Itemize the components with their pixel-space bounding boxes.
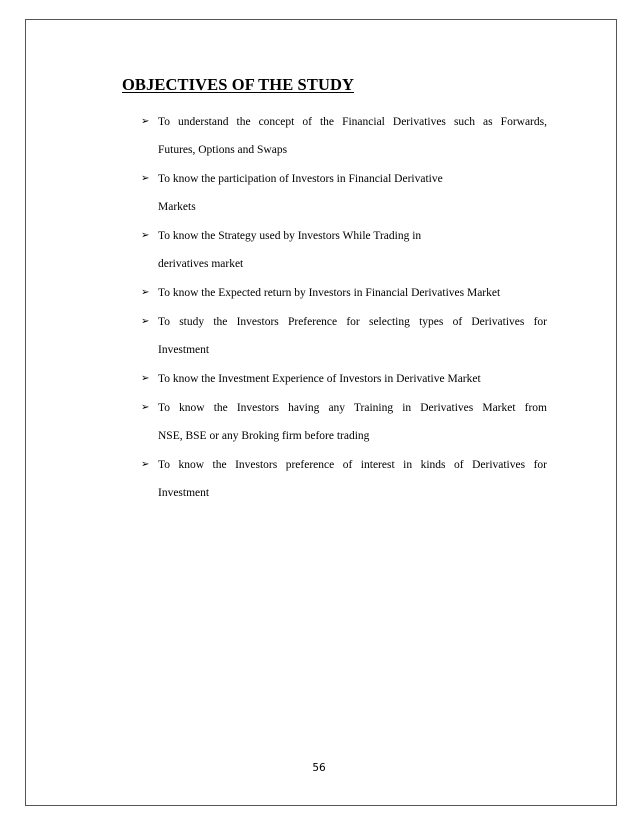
objective-line: derivatives market	[158, 258, 244, 270]
objective-line: To know the Strategy used by Investors While Trading in	[158, 230, 422, 242]
objective-line: Markets	[158, 201, 196, 213]
objective-line: To know the Investors preference of interest in kinds of Derivatives for	[158, 459, 547, 471]
objective-line: To know the participation of Investors in Financial Derivative	[158, 173, 443, 185]
objective-line: NSE, BSE or any Broking firm before trading	[158, 430, 370, 442]
arrow-bullet-icon: ➢	[141, 230, 150, 241]
objective-line: Futures, Options and Swaps	[158, 144, 288, 156]
arrow-bullet-icon: ➢	[141, 373, 150, 384]
arrow-bullet-icon: ➢	[141, 316, 150, 327]
section-heading: OBJECTIVES OF THE STUDY	[122, 75, 354, 94]
arrow-bullet-icon: ➢	[141, 459, 150, 470]
objective-line: To know the Expected return by Investors in Financial Derivatives Market	[158, 287, 501, 299]
objective-line: To study the Investors Preference for selecting types of Derivatives for	[158, 316, 547, 328]
arrow-bullet-icon: ➢	[141, 116, 150, 127]
arrow-bullet-icon: ➢	[141, 287, 150, 298]
arrow-bullet-icon: ➢	[141, 173, 150, 184]
objective-line: To know the Investors having any Training in Derivatives Market from	[158, 402, 547, 414]
objective-line: Investment	[158, 487, 210, 499]
page-number: 56	[312, 762, 326, 774]
objective-line: To know the Investment Experience of Investors in Derivative Market	[158, 373, 481, 385]
arrow-bullet-icon: ➢	[141, 402, 150, 413]
objective-line: Investment	[158, 344, 210, 356]
objective-line: To understand the concept of the Financial Derivatives such as Forwards,	[158, 116, 547, 128]
